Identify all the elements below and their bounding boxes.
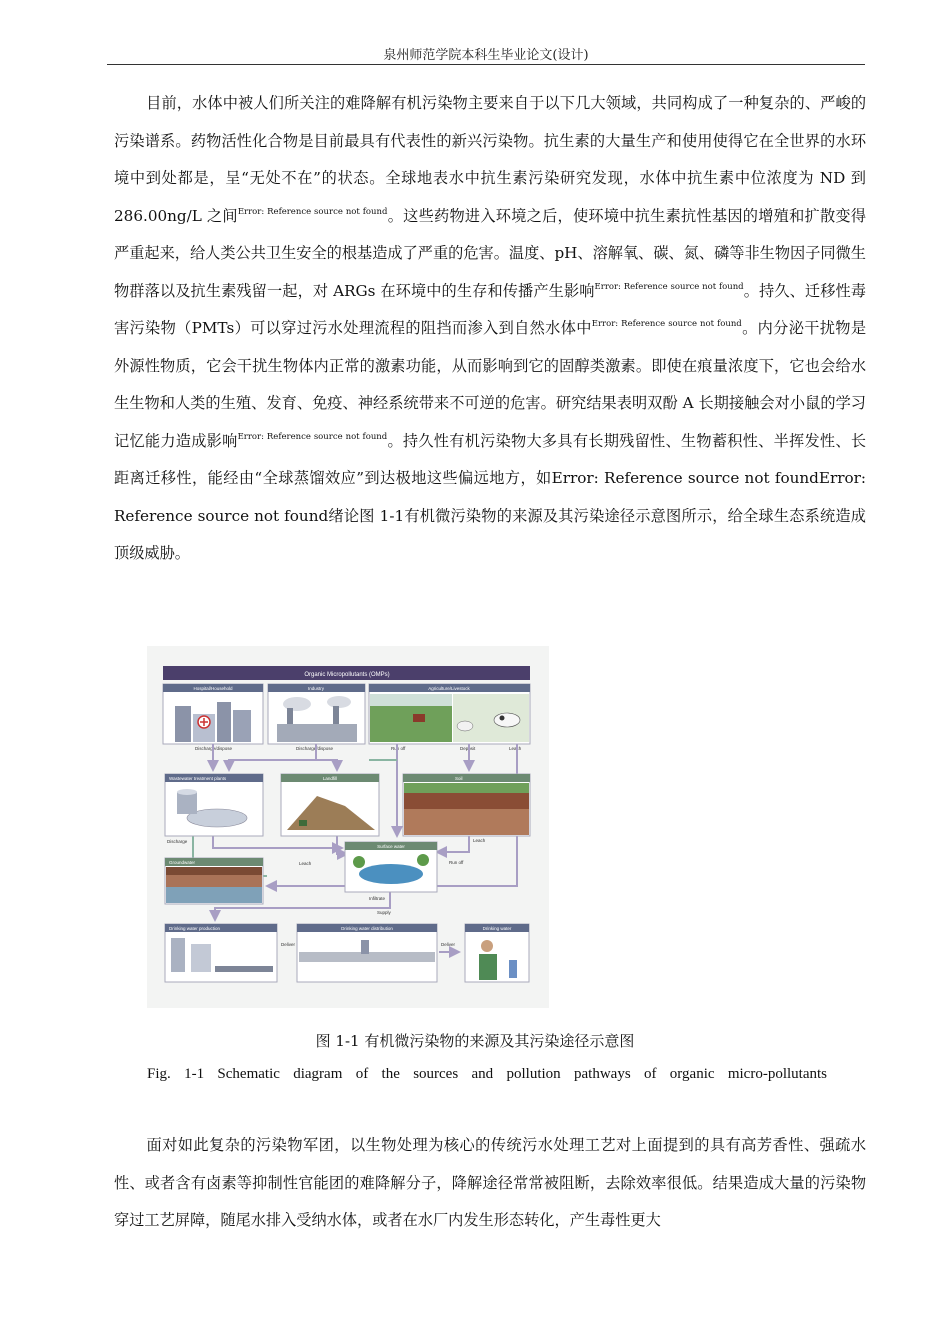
box-label-surface-water: Surface water	[377, 844, 405, 849]
box-surface-water	[345, 842, 437, 892]
reference-error-4: Error: Reference source not found	[237, 431, 388, 442]
para1-text-3: 。持久、迁移性毒害污染物（PMTs）可以穿过污水处理流程的阻挡而渗入到自然水体中	[114, 281, 866, 337]
box-label-wwtp: Wastewater treatment plants	[169, 776, 227, 781]
figure-caption-cn: 图 1-1 有机微污染物的来源及其污染途径示意图	[315, 1032, 635, 1050]
box-groundwater	[165, 858, 263, 904]
flow-label-leach-3: Leach	[473, 838, 486, 843]
omp-pathway-figure	[147, 646, 549, 1008]
flow-label-discharge-dispose-1: Discharge/dispose	[195, 746, 233, 751]
source-agriculture-livestock	[369, 684, 530, 744]
source-label-2: Industry	[307, 686, 325, 691]
omp-diagram	[147, 646, 549, 1008]
para1-text-1: 目前，水体中被人们所关注的难降解有机污染物主要来自于以下几大领域，共同构成了一种复杂的、严峻的污染谱系。药物活性化合物是目前最具有代表性的新兴污染物。抗生素的大量生产和使用使得它在全世界的水环境中到处都是，呈“无处不在”的状态。全球地表水中抗生素污染研究发现，水体中抗生素中位浓度为 ND 到 286.00ng/L 之间	[114, 94, 866, 225]
body-paragraph-2	[114, 1127, 866, 1240]
box-label-dw-distribution: Drinking water distribution	[341, 926, 393, 931]
flow-label-run-off-2: Run off	[449, 860, 464, 865]
box-label-groundwater: Groundwater	[169, 860, 196, 865]
source-label-1: Hospital/Household	[193, 686, 233, 691]
header-rule	[107, 64, 865, 65]
diagram-title: Organic Micropollutants (OMPs)	[304, 672, 390, 678]
para1-text-5: 。持久性有机污染物大多具有长期残留性、生物蓄积性、半挥发性、长距离迁移性，能经由“全球蒸馏效应”到达极地这些偏远地方，如Error: Reference source not foundError: Reference source not found绪论图 1-1有机微污染物的来源及其污染途径示意图所示，给全球生态系统造成顶级威胁。	[114, 431, 867, 562]
para2-text: 面对如此复杂的污染物军团，以生物处理为核心的传统污水处理工艺对上面提到的具有高芳香性、强疏水性、或者含有卤素等抑制性官能团的难降解分子，降解途径常常被阻断，去除效率很低。结果造成大量的污染物穿过工艺屏障，随尾水排入受纳水体，或者在水厂内发生形态转化，产生毒性更大	[114, 1136, 866, 1229]
reference-error-3: Error: Reference source not found	[591, 319, 742, 329]
source-label-3: Agriculture/Livestock	[428, 686, 470, 691]
box-drinking-water-production	[165, 924, 277, 982]
flow-label-deliver-2: Deliver	[441, 942, 456, 947]
reference-error-1: Error: Reference source not found	[237, 206, 388, 217]
para1-text-2: 。这些药物进入环境之后，使环境中抗生素抗性基因的增殖和扩散变得严重起来，给人类公共卫生安全的根基造成了严重的危害。温度、pH、溶解氧、碳、氮、磷等非生物因子同微生物群落以及抗生素残留一起，对 ARGs 在环境中的生存和传播产生影响	[114, 206, 866, 300]
box-drinking-water-distribution	[297, 924, 437, 982]
para1-text-4: 。内分泌干扰物是外源性物质，它会干扰生物体内正常的激素功能，从而影响到它的固醇类激素。即使在痕量浓度下，它也会给水生生物和人类的生殖、发育、免疫、神经系统带来不可逆的危害。研究结果表明双酚 A 长期接触会对小鼠的学习记忆能力造成影响	[114, 319, 867, 450]
box-label-dw-production: Drinking water production	[169, 926, 221, 931]
box-label-landfill: Landfill	[322, 776, 338, 781]
reference-error-2: Error: Reference source not found	[594, 281, 744, 292]
box-soil	[403, 774, 530, 836]
flow-label-discharge-dispose-2: Discharge/dispose	[296, 746, 334, 751]
source-industry	[268, 684, 365, 744]
box-landfill	[281, 774, 379, 836]
box-label-soil: Soil	[455, 776, 463, 781]
figure-caption-en: Fig. 1-1 Schematic diagram of the sources and pollution pathways of organic micro-pollutants	[147, 1066, 827, 1082]
box-drinking-water	[465, 924, 529, 982]
box-wastewater-treatment	[165, 774, 263, 836]
flow-label-infiltrate: Infiltrate	[369, 896, 386, 901]
flow-label-leach-2: Leach	[299, 861, 312, 866]
source-hospital-household	[163, 684, 263, 744]
body-paragraph-1	[114, 85, 866, 573]
flow-label-deposit: Deposit	[460, 746, 476, 751]
flow-label-supply: Supply	[377, 910, 391, 915]
flow-label-run-off-1: Run off	[391, 746, 406, 751]
flow-label-leach-1: Leach	[509, 746, 522, 751]
flow-label-discharge: Discharge	[167, 839, 188, 844]
flow-label-deliver-1: Deliver	[281, 942, 296, 947]
page-header: 泉州师范学院本科生毕业论文(设计)	[383, 48, 589, 63]
box-label-drinking-water: Drinking water	[482, 926, 512, 931]
